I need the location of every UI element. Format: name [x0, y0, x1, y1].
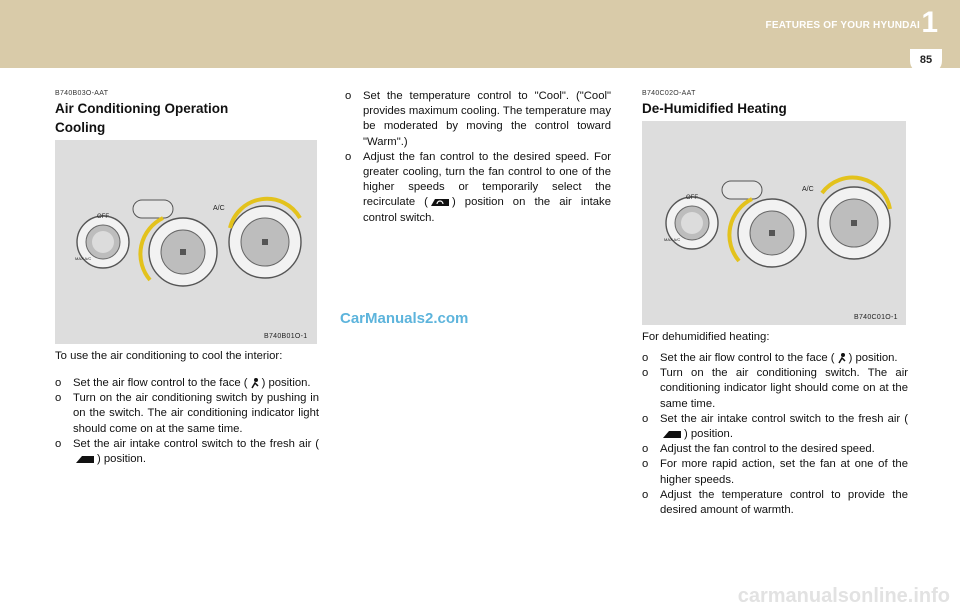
header-band — [0, 0, 960, 68]
fan-knob — [149, 218, 217, 286]
fresh-air-icon — [661, 428, 683, 440]
figure-label-cooling: B740B01O-1 — [264, 333, 308, 340]
max-ac-label: MAX A/C — [664, 237, 681, 242]
fresh-air-icon — [74, 453, 96, 465]
fan-knob — [738, 199, 806, 267]
list-item: o Set the air flow control to the face ( ) position. — [55, 377, 311, 389]
cooling-steps-continued — [345, 89, 611, 226]
list-item: o Adjust the fan control to the desired speed. For greater cooling, turn the fan control to one of the higher speeds or temporarily select the recirculate ( ) position on the air intake control switch. — [345, 150, 611, 224]
ac-label: A/C — [802, 186, 814, 193]
heading-cooling: Cooling — [55, 120, 106, 135]
climate-panel-illustration — [55, 140, 317, 344]
list-item: o Set the air flow control to the face ( ) position. — [642, 352, 898, 364]
list-item: o Set the temperature control to "Cool". ("Cool" provides maximum cooling. The temperature may be moderated by moving the control toward "Warm".) — [345, 90, 611, 148]
section-code-cooling: B740B03O-AAT — [55, 90, 109, 97]
off-label: OFF — [97, 214, 109, 220]
list-item: o For more rapid action, set the fan at one of the higher speeds. — [642, 458, 908, 486]
air-intake-buttons — [722, 181, 762, 199]
ac-label: A/C — [213, 205, 225, 212]
recirculate-icon — [429, 196, 451, 208]
heading-dehumidified: De-Humidified Heating — [642, 101, 787, 116]
max-ac-label: MAX A/C — [75, 256, 92, 261]
list-item: o Set the air intake control switch to the fresh air () position. — [55, 437, 319, 466]
section-title: FEATURES OF YOUR HYUNDAI — [765, 20, 920, 31]
page-number: 85 — [919, 54, 933, 66]
list-item: o Adjust the fan control to the desired speed. — [642, 443, 875, 456]
site-watermark[interactable]: CarManuals2.com — [340, 310, 469, 327]
air-intake-buttons — [133, 200, 173, 218]
face-vent-icon — [249, 377, 261, 389]
chapter-number: 1 — [921, 6, 938, 39]
face-vent-icon — [836, 352, 848, 364]
climate-panel-illustration — [642, 121, 906, 325]
cooling-steps-list — [55, 376, 319, 467]
heading-ac-operation: Air Conditioning Operation — [55, 101, 229, 116]
section-code-dehumidified: B740C02O-AAT — [642, 90, 696, 97]
cooling-intro: To use the air conditioning to cool the interior: — [55, 350, 283, 362]
list-item: o Adjust the temperature control to provide the desired amount of warmth. — [642, 488, 908, 517]
off-label: OFF — [686, 195, 698, 201]
list-item: o Turn on the air conditioning switch by pushing in on the switch. The air conditioning indicator light should come on at the same time. — [55, 392, 319, 435]
list-item: o Set the air intake control switch to the fresh air () position. — [642, 412, 908, 441]
climate-panel-figure-cooling — [55, 140, 317, 344]
footer-watermark: carmanualsonline.info — [737, 585, 950, 607]
dehumidified-intro: For dehumidified heating: — [642, 331, 770, 343]
dehumidified-steps-list — [642, 351, 908, 518]
climate-panel-figure-dehumidified — [642, 121, 906, 325]
figure-label-dehumidified: B740C01O-1 — [854, 314, 898, 321]
temperature-knob — [229, 206, 301, 278]
temperature-knob — [818, 187, 890, 259]
list-item: o Turn on the air conditioning switch. The air conditioning indicator light should come on at the same time. — [642, 367, 908, 410]
